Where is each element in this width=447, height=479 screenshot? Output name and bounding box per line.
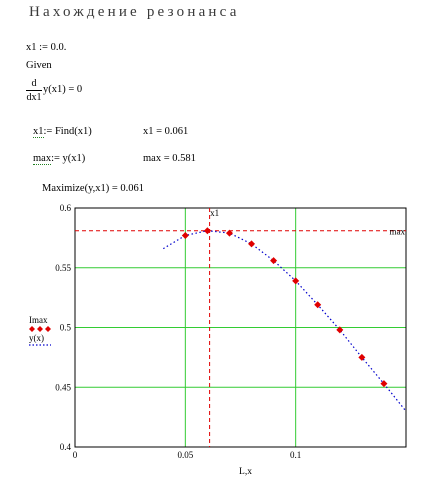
legend-label-yx: y(x) (29, 333, 44, 343)
max-result[interactable]: max = 0.581 (143, 153, 196, 164)
legend-label-imax: Imax (29, 315, 48, 325)
y-tick-label: 0.6 (59, 203, 71, 213)
max-definition-body: := y(x1) (51, 153, 86, 164)
x1-init-expression[interactable]: x1 := 0.0. (26, 42, 67, 53)
y-tick-label: 0.55 (55, 262, 71, 273)
y-tick-label: 0.4 (59, 442, 71, 452)
x1-marker-label: x1 (210, 208, 220, 218)
x-tick-label: 0 (72, 450, 78, 460)
page-title: Нахождение резонанса (29, 4, 240, 20)
maximize-result[interactable]: Maximize(y,x1) = 0.061 (42, 183, 145, 194)
given-keyword[interactable]: Given (26, 60, 52, 71)
find-definition-body: := Find(x1) (43, 126, 92, 137)
x-axis-label: L,x (239, 467, 252, 477)
derivative-numerator: d (31, 78, 37, 89)
y-tick-label: 0.45 (55, 382, 71, 393)
find-result[interactable]: x1 = 0.061 (143, 126, 189, 137)
x-tick-label: 0.1 (290, 450, 302, 460)
derivative-denominator: dx1 (26, 92, 42, 103)
y-tick-label: 0.5 (59, 322, 71, 333)
max-marker-label: max (389, 226, 405, 237)
derivative-expression[interactable]: y(x1) = 0 (43, 84, 83, 95)
find-definition-variable: x1 (33, 126, 44, 137)
max-definition-variable: max (33, 153, 52, 164)
x-tick-label: 0.05 (177, 450, 194, 460)
